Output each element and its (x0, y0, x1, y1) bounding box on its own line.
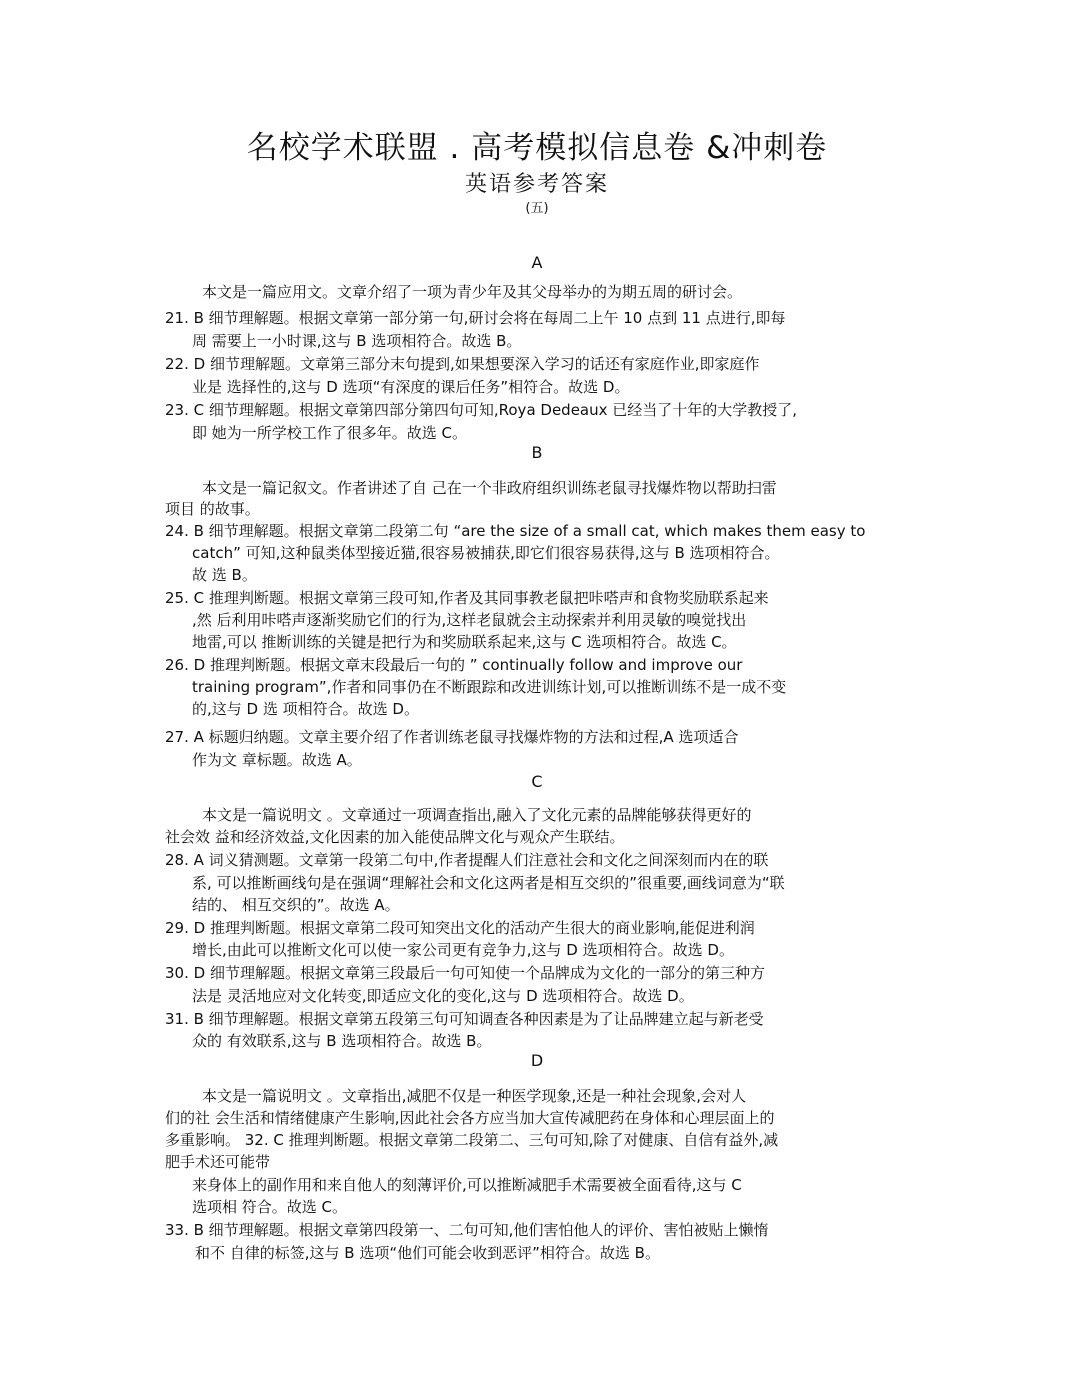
text-line: 项目 的故事。 (165, 500, 260, 518)
text-line: 22. D 细节理解题。文章第三部分末句提到,如果想要深入学习的话还有家庭作业,即家庭作 (165, 355, 760, 373)
text-line: 结的、 相互交织的”。故选 A。 (192, 896, 400, 914)
section-heading-c: C (531, 772, 543, 791)
text-line: 26. D 推理判断题。根据文章末段最后一句的 ” continually follow and improve our (165, 656, 743, 674)
text-line: 系, 可以推断画线句是在强调“理解社会和文化这两者是相互交织的”很重要,画线词意为“联 (192, 874, 785, 892)
text-line: 和不 自律的标签,这与 B 选项“他们可能会收到恶评”相符合。故选 B。 (195, 1244, 660, 1262)
text-line: training program”,作者和同事仍在不断跟踪和改进训练计划,可以推断训练不是一成不变 (192, 678, 787, 696)
text-line: 25. C 推理判断题。根据文章第三段可知,作者及其同事教老鼠把咔嗒声和食物奖励联系起来 (165, 589, 769, 607)
text-line: ,然 后利用咔嗒声逐渐奖励它们的行为,这样老鼠就会主动探索并利用灵敏的嗅觉找出 (192, 611, 747, 629)
text-line: 选项相 符合。故选 C。 (192, 1198, 348, 1216)
text-line: 27. A 标题归纳题。文章主要介绍了作者训练老鼠寻找爆炸物的方法和过程,A 选项适合 (165, 728, 739, 746)
text-line: 33. B 细节理解题。根据文章第四段第一、二句可知,他们害怕他人的评价、害怕被贴上懒惰 (165, 1221, 769, 1239)
text-line: 周 需要上一小时课,这与 B 选项相符合。故选 B。 (192, 332, 522, 350)
text-line: 增长,由此可以推断文化可以使一家公司更有竞争力,这与 D 选项相符合。故选 D。 (192, 941, 734, 959)
text-line: 多重影响。 32. C 推理判断题。根据文章第二段第二、三句可知,除了对健康、自信有益外,减 (165, 1131, 779, 1149)
text-line: 31. B 细节理解题。根据文章第五段第三句可知调查各种因素是为了让品牌建立起与新老受 (165, 1010, 764, 1028)
text-line: catch” 可知,这种鼠类体型接近猫,很容易被捕获,即它们很容易获得,这与 B 选项相符合。 (192, 544, 780, 562)
text-line: 本文是一篇说明文 。文章通过一项调查指出,融入了文化元素的品牌能够获得更好的 (202, 806, 752, 824)
text-line: 30. D 细节理解题。根据文章第三段最后一句可知使一个品牌成为文化的一部分的第三种方 (165, 964, 765, 982)
document-title: 名校学术联盟 . 高考模拟信息卷 &冲刺卷 (246, 130, 828, 166)
text-line: 29. D 推理判断题。根据文章第二段可知突出文化的活动产生很大的商业影响,能促进利润 (165, 919, 755, 937)
text-line: 本文是一篇应用文。文章介绍了一项为青少年及其父母举办的为期五周的研讨会。 (202, 283, 743, 301)
text-line: 肥手术还可能带 (165, 1153, 271, 1171)
text-line: 们的社 会生活和情绪健康产生影响,因此社会各方应当加大宣传减肥药在身体和心理层面上的 (165, 1109, 775, 1127)
text-line: 法是 灵活地应对文化转变,即适应文化的变化,这与 D 选项相符合。故选 D。 (192, 987, 694, 1005)
text-line: 故 选 B。 (192, 566, 257, 584)
section-heading-d: D (530, 1051, 544, 1070)
text-line: 28. A 词义猜测题。文章第一段第二句中,作者提醒人们注意社会和文化之间深刻而内在的联 (165, 851, 769, 869)
text-line: 24. B 细节理解题。根据文章第二段第二句 “are the size of a small cat, which makes them easy to (165, 522, 866, 540)
text-line: 即 她为一所学校工作了很多年。故选 C。 (192, 424, 468, 442)
text-line: 来身体上的副作用和来自他人的刻薄评价,可以推断减肥手术需要被全面看待,这与 C (192, 1176, 742, 1194)
section-heading-b: B (531, 443, 543, 462)
document-subtitle: 英语参考答案 (464, 172, 609, 197)
text-line: 社会效 益和经济效益,文化因素的加入能使品牌文化与观众产生联结。 (165, 828, 625, 846)
text-line: 本文是一篇记叙文。作者讲述了自 己在一个非政府组织训练老鼠寻找爆炸物以帮助扫雷 (202, 479, 777, 497)
text-line: 23. C 细节理解题。根据文章第四部分第四句可知,Roya Dedeaux 已经当了十年的大学教授了, (165, 401, 798, 419)
text-line: 众的 有效联系,这与 B 选项相符合。故选 B。 (192, 1032, 492, 1050)
text-line: 业是 选择性的,这与 D 选项“有深度的课后任务”相符合。故选 D。 (192, 378, 630, 396)
section-heading-a: A (531, 253, 543, 272)
text-line: 21. B 细节理解题。根据文章第一部分第一句,研讨会将在每周二上午 10 点到 11 点进行,即每 (165, 309, 786, 327)
text-line: 地雷,可以 推断训练的关键是把行为和奖励联系起来,这与 C 选项相符合。故选 C。 (192, 633, 737, 651)
text-line: 的,这与 D 选 项相符合。故选 D。 (192, 700, 419, 718)
text-line: 本文是一篇说明文 。文章指出,减肥不仅是一种医学现象,还是一种社会现象,会对人 (202, 1087, 747, 1105)
text-line: 作为文 章标题。故选 A。 (192, 751, 362, 769)
paper-number: (五) (525, 201, 549, 216)
